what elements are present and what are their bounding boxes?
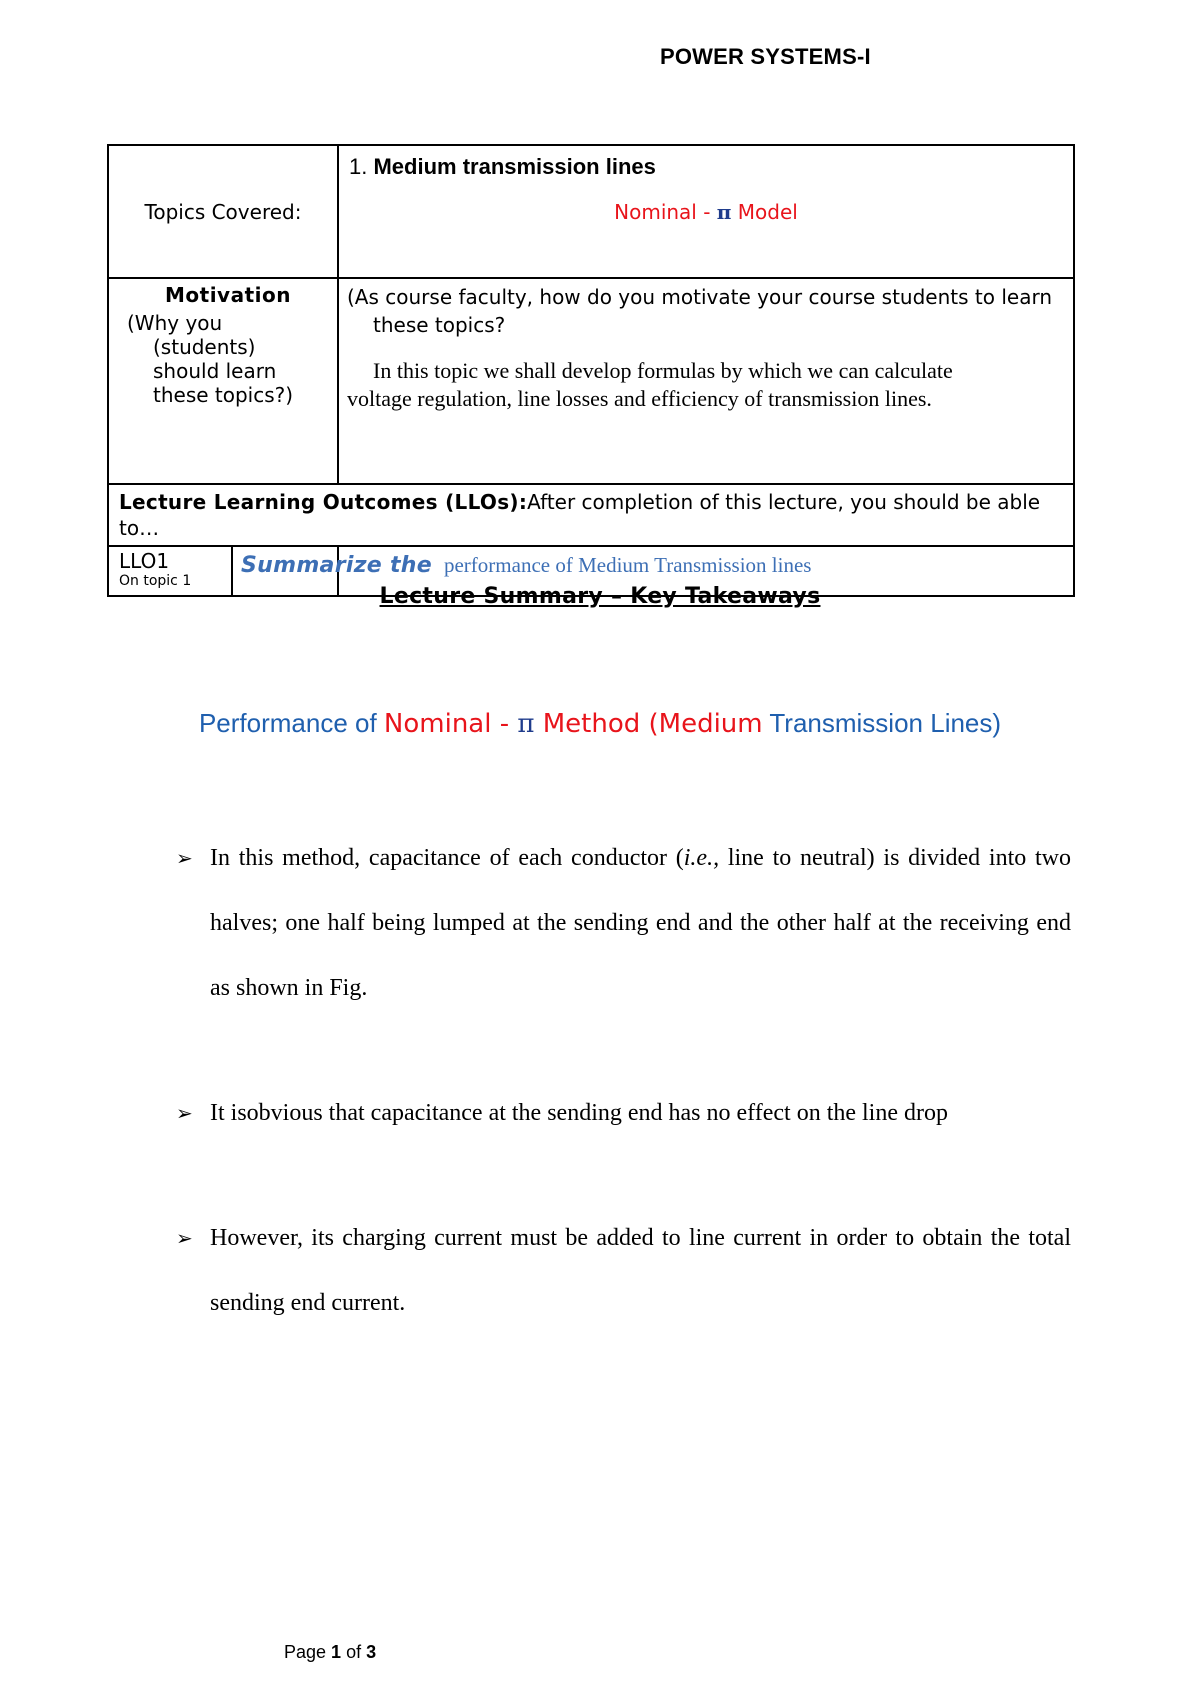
topics-cell <box>338 145 1074 278</box>
document-header-title: POWER SYSTEMS-I <box>660 44 871 69</box>
motivation-sub-line: (Why you <box>127 311 223 335</box>
motivation-text-line: In this topic we shall develop formulas by which we can calculate <box>373 358 953 383</box>
llo1-text <box>241 553 811 578</box>
model-line <box>349 200 1063 224</box>
arrow-bullet-icon: ➢ <box>176 1226 193 1250</box>
page-total: 3 <box>366 1642 377 1662</box>
bullet-italic: i.e., <box>683 845 720 871</box>
topics-row <box>108 145 1074 278</box>
motivation-row <box>108 278 1074 484</box>
llo-header-bold: Lecture Learning Outcomes (LLOs): <box>119 490 528 514</box>
llo1-summarize: Summarize the <box>241 553 432 578</box>
bullet-text: It isobvious that capacitance at the sending end has no effect on the line drop <box>210 1100 948 1126</box>
performance-heading <box>0 708 1200 739</box>
page-of-label: of <box>341 1642 367 1662</box>
motivation-cell <box>338 278 1074 484</box>
llo-header-row <box>108 484 1074 546</box>
motivation-sub-line: (students) <box>153 335 256 359</box>
topic-number: 1. <box>349 154 374 179</box>
performance-heading-part4: Transmission Lines) <box>762 708 1002 738</box>
performance-heading-part3: Method (Medium <box>534 709 763 739</box>
bullet-text: In this method, capacitance of each conductor ( <box>210 845 684 871</box>
page-number: 1 <box>331 1642 342 1662</box>
bullet-item <box>176 826 1071 1021</box>
topics-label: Topics Covered: <box>144 199 302 224</box>
bullet-item <box>176 1206 1071 1336</box>
performance-heading-part1: Performance of <box>198 708 384 738</box>
performance-heading-part2: Nominal - <box>383 709 518 739</box>
page-label: Page <box>284 1642 332 1662</box>
page-footer <box>284 1642 376 1663</box>
bullet-text: line to neutral) is divided into two halves; one half being lumped at the sending end and the other half at the receiving end as shown in Fig. <box>210 845 1071 1001</box>
takeaway-bullets <box>176 826 1071 1396</box>
llo-header-rest: After completion of this lecture, you should be able to… <box>119 490 1041 540</box>
pi-symbol: π <box>716 200 732 224</box>
bullet-item <box>176 1081 1071 1146</box>
performance-heading-pi: π <box>517 709 535 739</box>
llo1-topic: On topic 1 <box>119 573 192 589</box>
motivation-question-line: these topics? <box>373 313 506 337</box>
llo1-id: LLO1 <box>119 549 170 573</box>
bullet-text: However, its charging current must be added to line current in order to obtain the total sending end current. <box>210 1225 1071 1316</box>
lecture-summary-heading: Lecture Summary – Key Takeaways <box>379 584 821 609</box>
arrow-bullet-icon: ➢ <box>176 1101 193 1125</box>
motivation-heading: Motivation <box>165 283 291 307</box>
lecture-info-table <box>107 144 1075 597</box>
motivation-text-line: voltage regulation, line losses and efficiency of transmission lines. <box>347 386 932 411</box>
model-suffix: Model <box>731 200 798 224</box>
topics-label-cell <box>108 145 338 278</box>
motivation-sub-line: these topics?) <box>153 383 294 407</box>
motivation-question <box>347 283 1065 339</box>
motivation-subtext <box>127 311 329 407</box>
motivation-label-cell <box>108 278 338 484</box>
topic-title-line <box>349 154 1063 180</box>
arrow-bullet-icon: ➢ <box>176 846 193 870</box>
motivation-question-line: (As course faculty, how do you motivate your course students to learn <box>347 285 1052 309</box>
llo-header-cell <box>108 484 1074 546</box>
llo1-performance: performance of Medium Transmission lines <box>443 553 812 577</box>
motivation-text <box>347 357 1065 413</box>
motivation-sub-line: should learn <box>153 359 277 383</box>
model-prefix: Nominal - <box>614 200 717 224</box>
topic-title: Medium transmission lines <box>373 154 656 179</box>
